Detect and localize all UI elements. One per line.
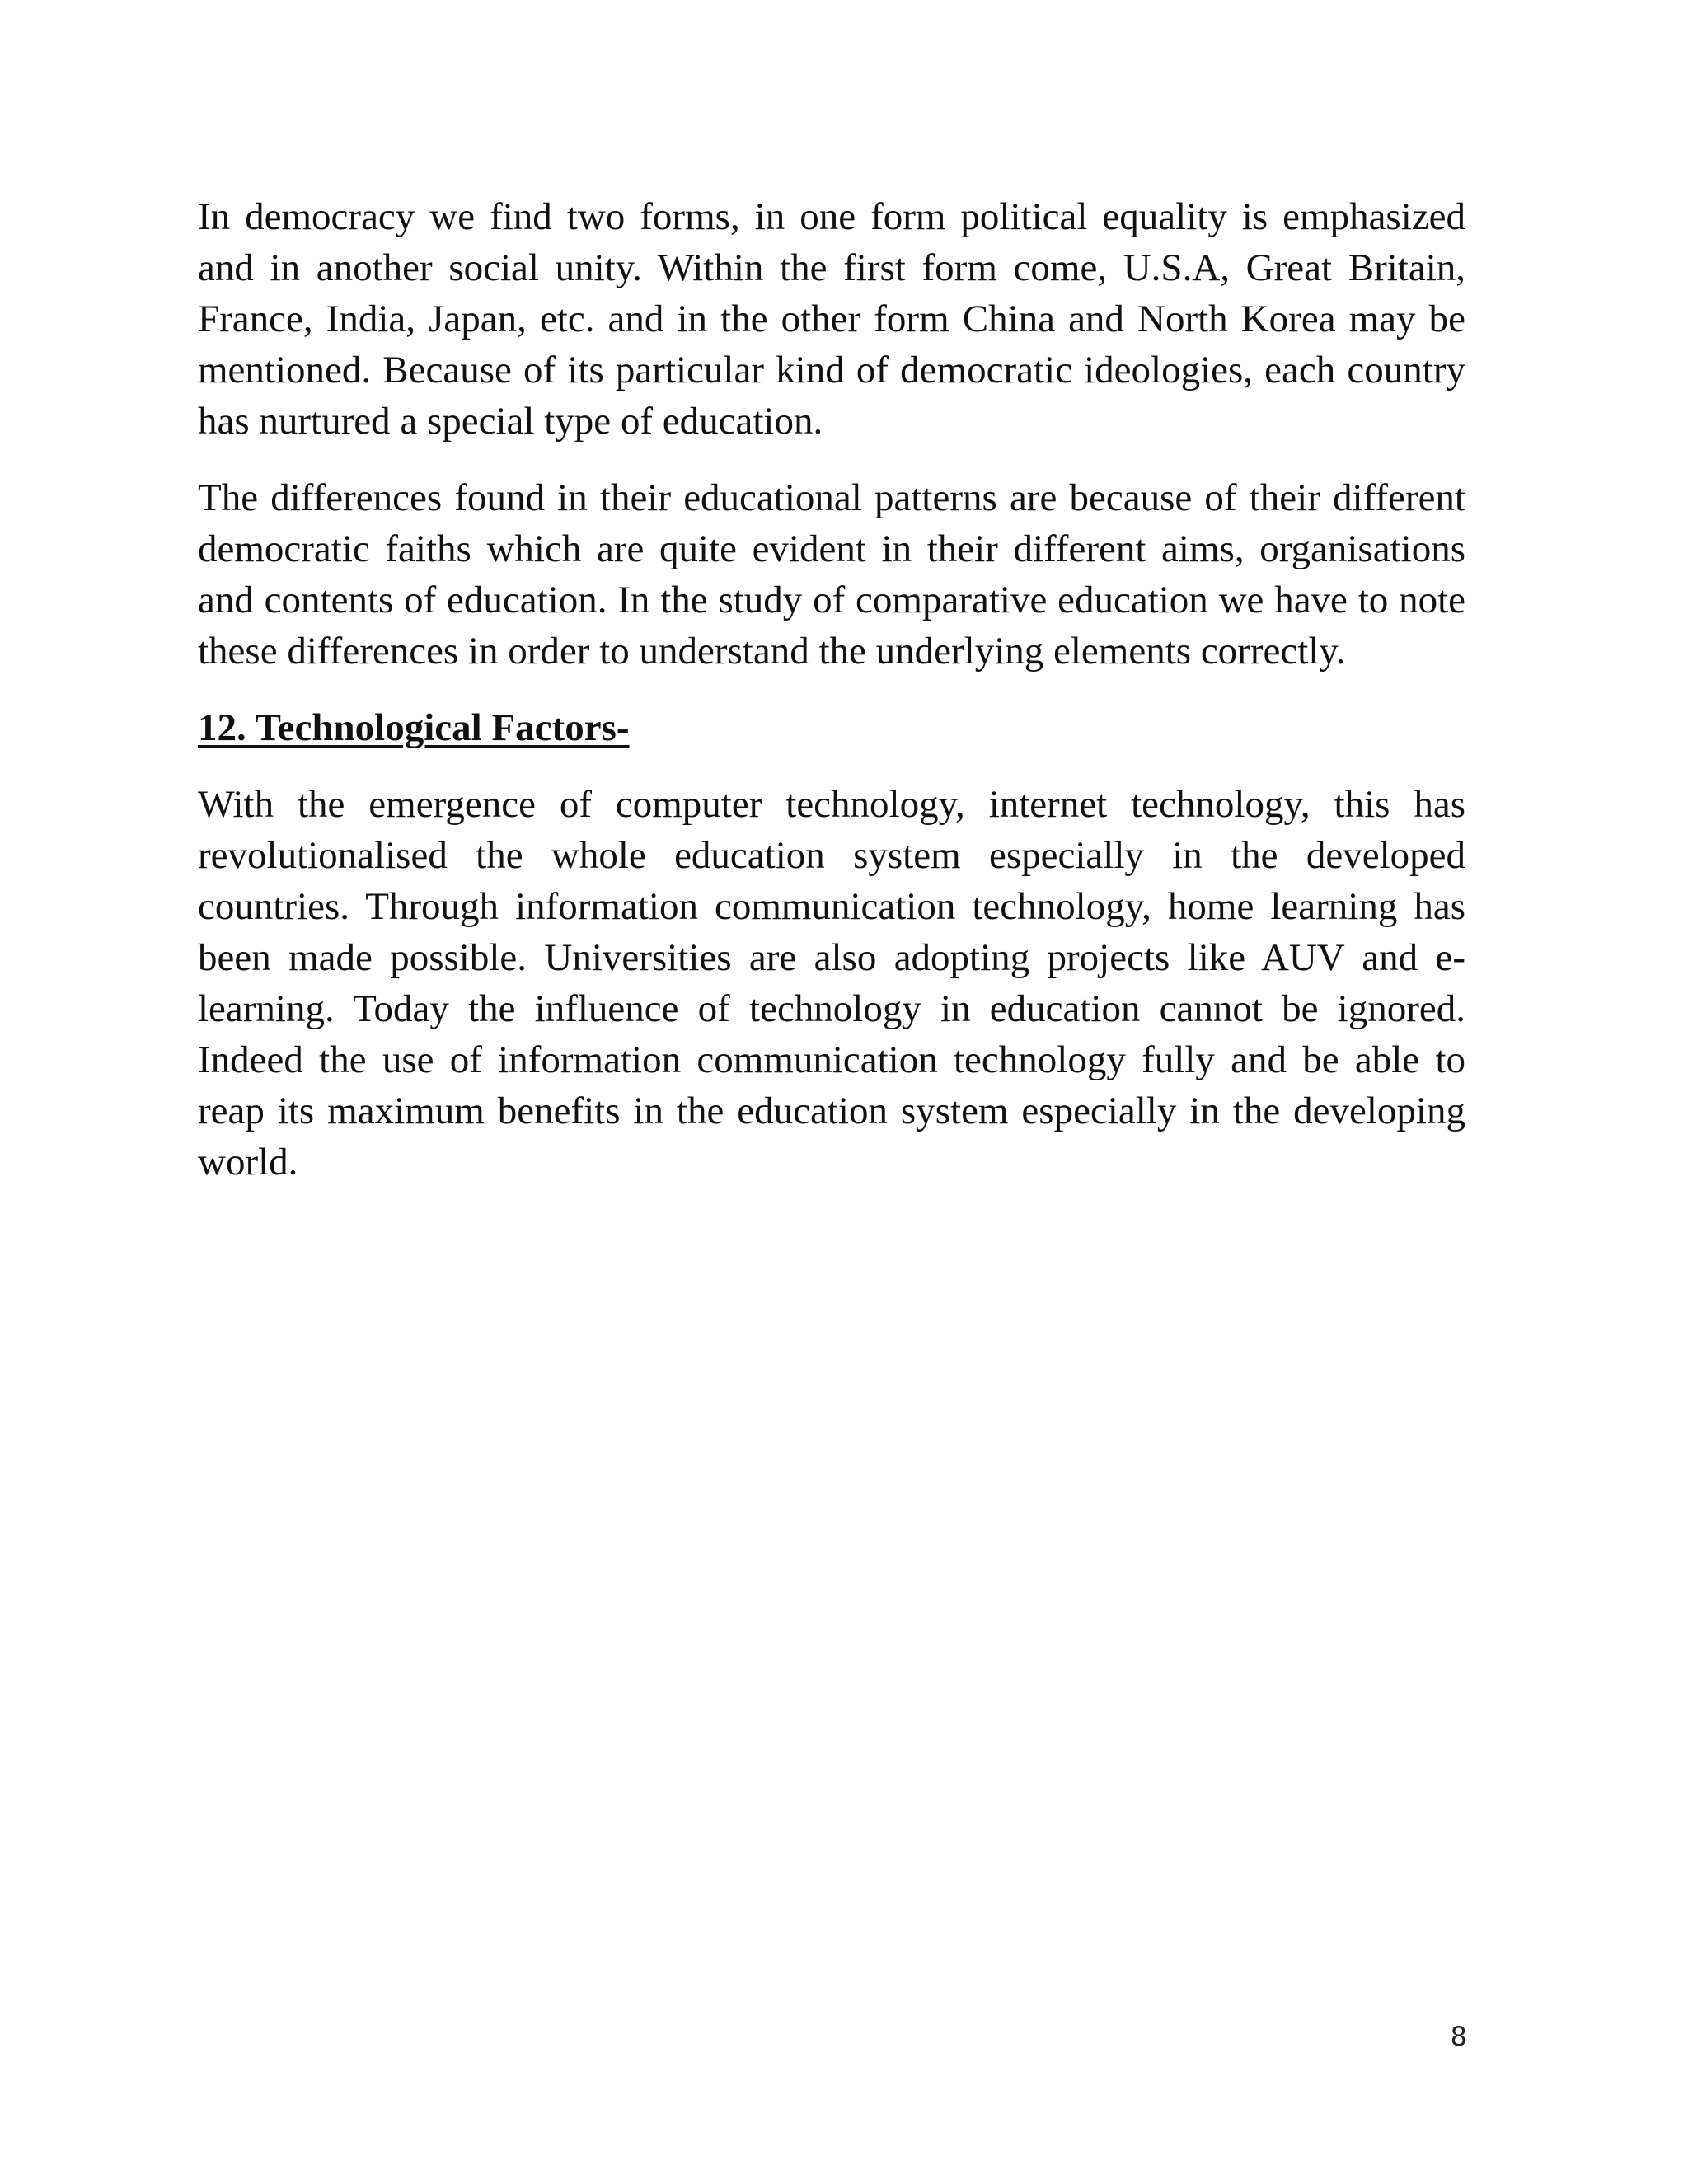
page-number: 8: [1450, 2021, 1467, 2052]
section-heading: 12. Technological Factors-: [198, 706, 630, 749]
paragraph-educational-differences: The differences found in their educational patterns are because of their different democratic faiths which are quite evident in their different aims, organisations and contents of education. In the study of comparative education we have to note these differences in order to understand the underlying elements correctly.: [198, 476, 1465, 673]
paragraph-technological-factors: With the emergence of computer technology, internet technology, this has revolutionalised the whole education system especially in the developed countries. Through information communication technology, home learning has been made possible. Universities are also adopting projects like AUV and e-learning. Today the influence of technology in education cannot be ignored. Indeed the use of information communication technology fully and be able to reap its maximum benefits in the education system especially in the developing world.: [198, 783, 1465, 1183]
paragraph-democracy-forms: In democracy we find two forms, in one form political equality is emphasized and in another social unity. Within the first form come, U.S.A, Great Britain, France, India, Japan, etc. and in the other form China and North Korea may be mentioned. Because of its particular kind of democratic ideologies, each country has nurtured a special type of education.: [198, 195, 1465, 443]
page-body: [198, 191, 1465, 1188]
